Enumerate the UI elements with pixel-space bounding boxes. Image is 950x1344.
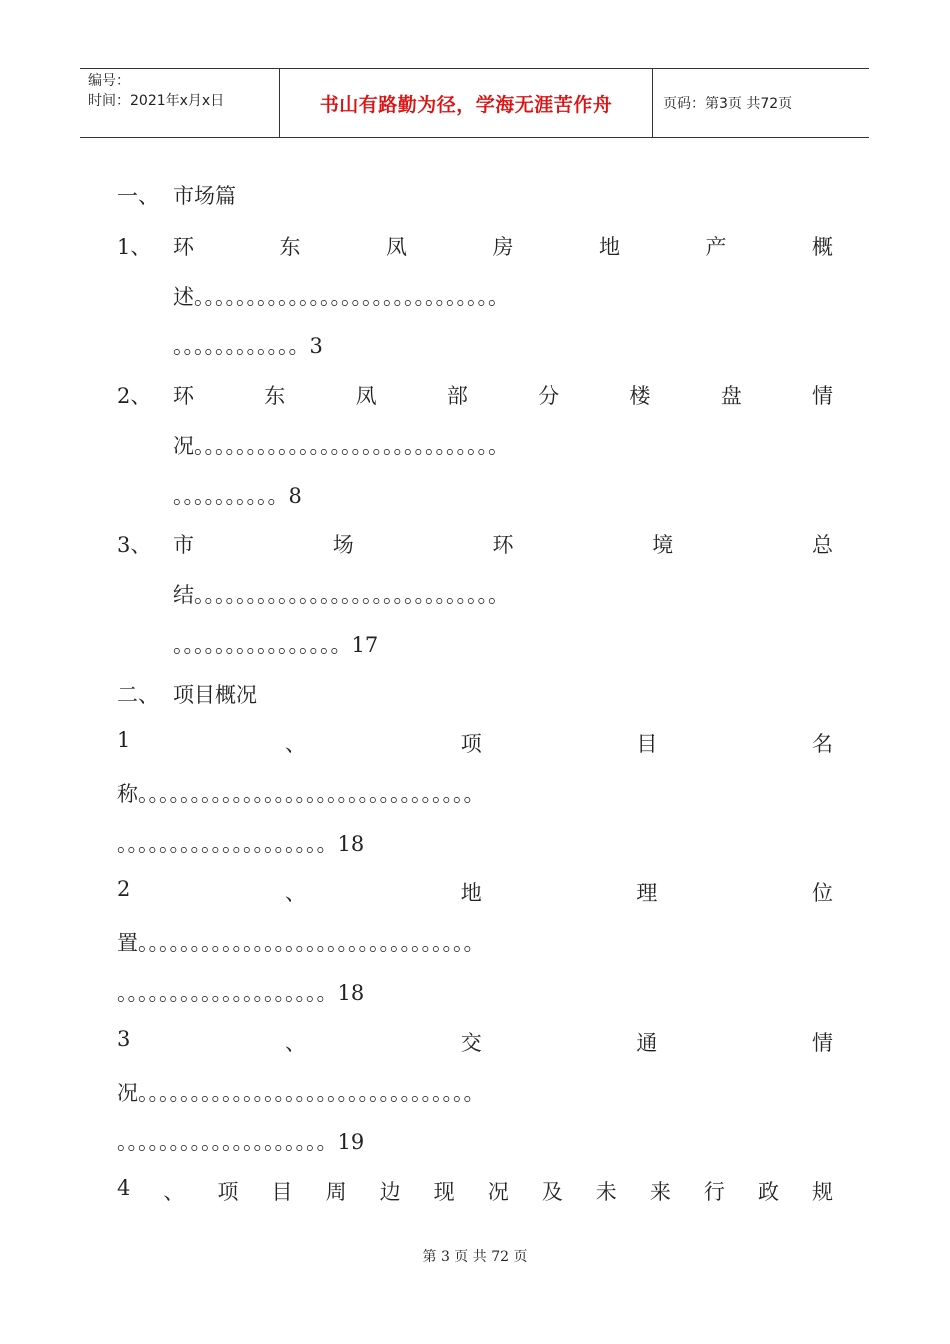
toc-subitem-3-title	[117, 1027, 833, 1057]
char: 规	[811, 1180, 833, 1204]
char: 盘	[720, 384, 742, 408]
toc-subitem-1-title	[117, 728, 833, 758]
toc-item-3-number: 3、	[117, 533, 152, 557]
toc-item-2-title	[173, 380, 833, 410]
char: 、	[163, 1180, 185, 1204]
toc-item-3-page: 。。。。。。。。。。。。。。。。17	[173, 633, 379, 657]
toc-subitem-2-page: 。。。。。。。。。。。。。。。。。。。。18	[117, 981, 365, 1005]
char: 房	[492, 235, 514, 259]
char: 环	[173, 384, 194, 408]
char: 情	[812, 1031, 833, 1055]
char: 情	[811, 384, 833, 408]
char: 东	[279, 235, 301, 259]
toc-item-2-leader: 况。。。。。。。。。。。。。。。。。。。。。。。。。。。。。	[173, 434, 509, 458]
page-footer: 第 3 页 共 72 页	[422, 1249, 528, 1265]
toc-item-3-title	[173, 529, 833, 559]
char: 2	[117, 877, 131, 901]
char: 地	[460, 881, 482, 905]
char: 凤	[386, 235, 407, 259]
char: 、	[285, 881, 307, 905]
toc-subitem-1-page: 。。。。。。。。。。。。。。。。。。。。18	[117, 832, 365, 856]
char: 政	[757, 1180, 779, 1204]
char: 4	[117, 1176, 131, 1200]
char: 楼	[629, 384, 651, 408]
page-header	[80, 68, 869, 138]
char: 环	[173, 235, 194, 259]
char: 3	[117, 1027, 131, 1051]
char: 项	[217, 1180, 239, 1204]
char: 周	[325, 1180, 347, 1204]
char: 部	[446, 384, 468, 408]
toc-subitem-2-leader: 置。。。。。。。。。。。。。。。。。。。。。。。。。。。。。。。。	[117, 931, 485, 955]
header-page-label: 页码：第3页 共72页	[663, 96, 793, 112]
char: 项	[460, 732, 482, 756]
time-label: 时间：2021年x月x日	[88, 93, 225, 109]
char: 、	[285, 732, 307, 756]
char: 东	[264, 384, 286, 408]
toc-subitem-2-title	[117, 877, 833, 907]
char: 未	[595, 1180, 617, 1204]
char: 况	[487, 1180, 509, 1204]
char: 境	[652, 533, 674, 557]
char: 概	[812, 235, 833, 259]
char: 分	[538, 384, 560, 408]
char: 行	[703, 1180, 725, 1204]
header-page-cell	[653, 69, 869, 137]
section-2-number: 二、	[117, 683, 159, 707]
char: 产	[705, 235, 727, 259]
char: 目	[636, 732, 658, 756]
toc-item-1-page: 。。。。。。。。。。。。3	[173, 334, 323, 358]
section-1-title: 市场篇	[173, 184, 236, 208]
char: 总	[812, 533, 833, 557]
char: 1	[117, 728, 131, 752]
char: 理	[636, 881, 658, 905]
char: 交	[460, 1031, 482, 1055]
toc-item-1-leader: 述。。。。。。。。。。。。。。。。。。。。。。。。。。。。。	[173, 285, 509, 309]
char: 凤	[355, 384, 377, 408]
char: 目	[271, 1180, 293, 1204]
header-motto: 书山有路勤为径，学海无涯苦作舟	[319, 93, 613, 116]
header-motto-cell	[280, 69, 653, 137]
toc-subitem-4-title	[117, 1176, 833, 1206]
char: 位	[812, 881, 833, 905]
toc-subitem-1-leader: 称。。。。。。。。。。。。。。。。。。。。。。。。。。。。。。。。	[117, 782, 485, 806]
toc-item-3-leader: 结。。。。。。。。。。。。。。。。。。。。。。。。。。。。。	[173, 583, 509, 607]
char: 边	[379, 1180, 401, 1204]
char: 来	[649, 1180, 671, 1204]
section-2-title: 项目概况	[173, 683, 257, 707]
toc-item-2-page: 。。。。。。。。。。8	[173, 484, 302, 508]
toc-item-1-number: 1、	[117, 235, 152, 259]
toc-item-2-number: 2、	[117, 384, 152, 408]
char: 名	[812, 732, 833, 756]
toc-subitem-3-page: 。。。。。。。。。。。。。。。。。。。。19	[117, 1130, 365, 1154]
section-1-number: 一、	[117, 184, 159, 208]
char: 、	[285, 1031, 307, 1055]
char: 场	[332, 533, 354, 557]
char: 通	[636, 1031, 658, 1055]
toc-item-1-title	[173, 231, 833, 261]
header-meta	[80, 69, 280, 137]
char: 市	[173, 533, 194, 557]
char: 现	[433, 1180, 455, 1204]
char: 地	[599, 235, 620, 259]
char: 及	[541, 1180, 563, 1204]
toc-subitem-3-leader: 况。。。。。。。。。。。。。。。。。。。。。。。。。。。。。。。。	[117, 1081, 485, 1105]
serial-label: 编号：	[88, 73, 130, 89]
char: 环	[492, 533, 514, 557]
